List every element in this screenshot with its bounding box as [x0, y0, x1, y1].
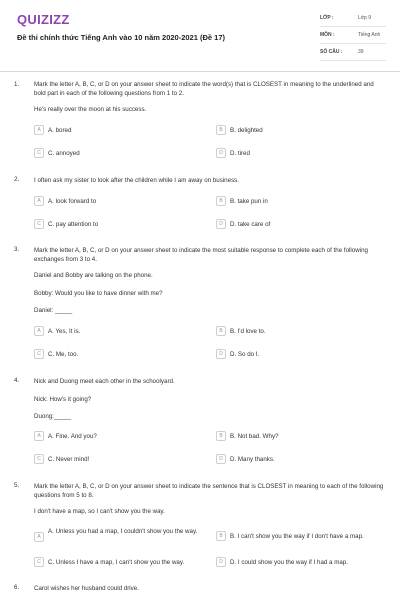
question-instruction: Mark the letter A, B, C, or D on your answer sheet to indicate the sentence that is CLOSEST in meaning to each of the following questions from 5 to 8.: [34, 483, 384, 499]
option-text: C. Unless I have a map, I can't show you the way.: [48, 559, 185, 566]
option-text: A. bored: [48, 127, 72, 134]
question-instruction: Mark the letter A, B, C, or D on your answer sheet to indicate the most suitable response to complete each of the following exchanges from 3 to 4.: [34, 247, 368, 263]
meta-value: 39: [358, 49, 364, 55]
option-letter-box: D: [216, 557, 226, 567]
option-text: D. I could show you the way if I had a map.: [230, 559, 348, 566]
option-text: D. Many thanks.: [230, 456, 275, 463]
option-text: A. Yes, It is.: [48, 328, 81, 335]
option-letter-box: D: [216, 219, 226, 229]
question-number: 1.: [14, 81, 20, 88]
option-letter-box: C: [34, 349, 44, 359]
option-letter-box: C: [34, 557, 44, 567]
option-text: C. Me, too.: [48, 351, 79, 358]
option-letter-box: A: [34, 326, 44, 336]
option-letter-box: C: [34, 148, 44, 158]
option-text: C. annoyed: [48, 150, 80, 157]
question-context: Nick and Duong meet each other in the schoolyard.: [34, 378, 175, 385]
option-letter-box: A: [34, 431, 44, 441]
option-text: D. tired: [230, 150, 250, 157]
question-context: Daniel and Bobby are talking on the phone.: [34, 272, 153, 279]
option-text: A. Unless you had a map, I couldn't show you the way.: [48, 528, 198, 535]
meta-row-subject: [320, 27, 386, 44]
question-number: 6.: [14, 584, 20, 591]
worksheet-header: [0, 0, 400, 66]
option-letter-box: D: [216, 454, 226, 464]
option-letter-box: D: [216, 349, 226, 359]
worksheet-meta: [320, 10, 386, 61]
meta-label: SỐ CÂU :: [320, 49, 343, 55]
meta-row-question-count: [320, 44, 386, 61]
option-text: B. I'd love to.: [230, 328, 266, 335]
question-stem: He's really over the moon at his success.: [34, 106, 147, 113]
option-text: B. delighted: [230, 127, 263, 134]
option-text: A. Fine. And you?: [48, 433, 97, 440]
meta-value: Lớp 9: [358, 15, 372, 21]
question-dialogue-line: Duong:_____: [34, 413, 72, 420]
option-text: C. Never mind!: [48, 456, 90, 463]
meta-value: Tiếng Anh: [358, 32, 381, 38]
option-letter-box: B: [216, 125, 226, 135]
question-instruction: Mark the letter A, B, C, or D on your answer sheet to indicate the word(s) that is CLOSEST in meaning to the underlined and bold part in each of the following questions from 1 to 2.: [34, 81, 374, 97]
option-letter-box: B: [216, 531, 226, 541]
option-text: B. Not bad. Why?: [230, 433, 279, 440]
option-letter-box: A: [34, 125, 44, 135]
question-stem: Carol wishes her husband could drive.: [34, 585, 139, 592]
quizizz-logo: QUIZIZZ: [17, 12, 70, 27]
question-stem: I don't have a map, so I can't show you the way.: [34, 508, 165, 515]
option-letter-box: A: [34, 196, 44, 206]
option-letter-box: C: [34, 219, 44, 229]
option-letter-box: D: [216, 148, 226, 158]
meta-label: MÔN :: [320, 32, 335, 38]
question-number: 3.: [14, 246, 20, 253]
question-stem: I often ask my sister to look after the children while I am away on business.: [34, 177, 239, 184]
question-number: 5.: [14, 482, 20, 489]
question-dialogue-line: Nick: How's it going?: [34, 396, 92, 403]
option-text: D. take care of: [230, 221, 271, 228]
option-text: A. look forward to: [48, 198, 97, 205]
worksheet-title: Đề thi chính thức Tiếng Anh vào 10 năm 2020-2021 (Đề 17): [17, 33, 225, 42]
meta-row-grade: [320, 10, 386, 27]
header-divider: [0, 71, 400, 72]
option-letter-box: B: [216, 431, 226, 441]
option-letter-box: A: [34, 532, 44, 542]
option-letter-box: C: [34, 454, 44, 464]
question-number: 4.: [14, 377, 20, 384]
question-dialogue-line: Bobby: Would you like to have dinner with me?: [34, 290, 163, 297]
option-text: B. take pun in: [230, 198, 268, 205]
question-dialogue-line: Daniel: _____: [34, 307, 73, 314]
option-letter-box: B: [216, 326, 226, 336]
option-text: D. So do I.: [230, 351, 260, 358]
option-letter-box: B: [216, 196, 226, 206]
option-text: C. pay attention to: [48, 221, 99, 228]
option-text: B. I can't show you the way if I don't have a map.: [230, 533, 364, 540]
question-number: 2.: [14, 176, 20, 183]
meta-label: LỚP :: [320, 15, 334, 21]
